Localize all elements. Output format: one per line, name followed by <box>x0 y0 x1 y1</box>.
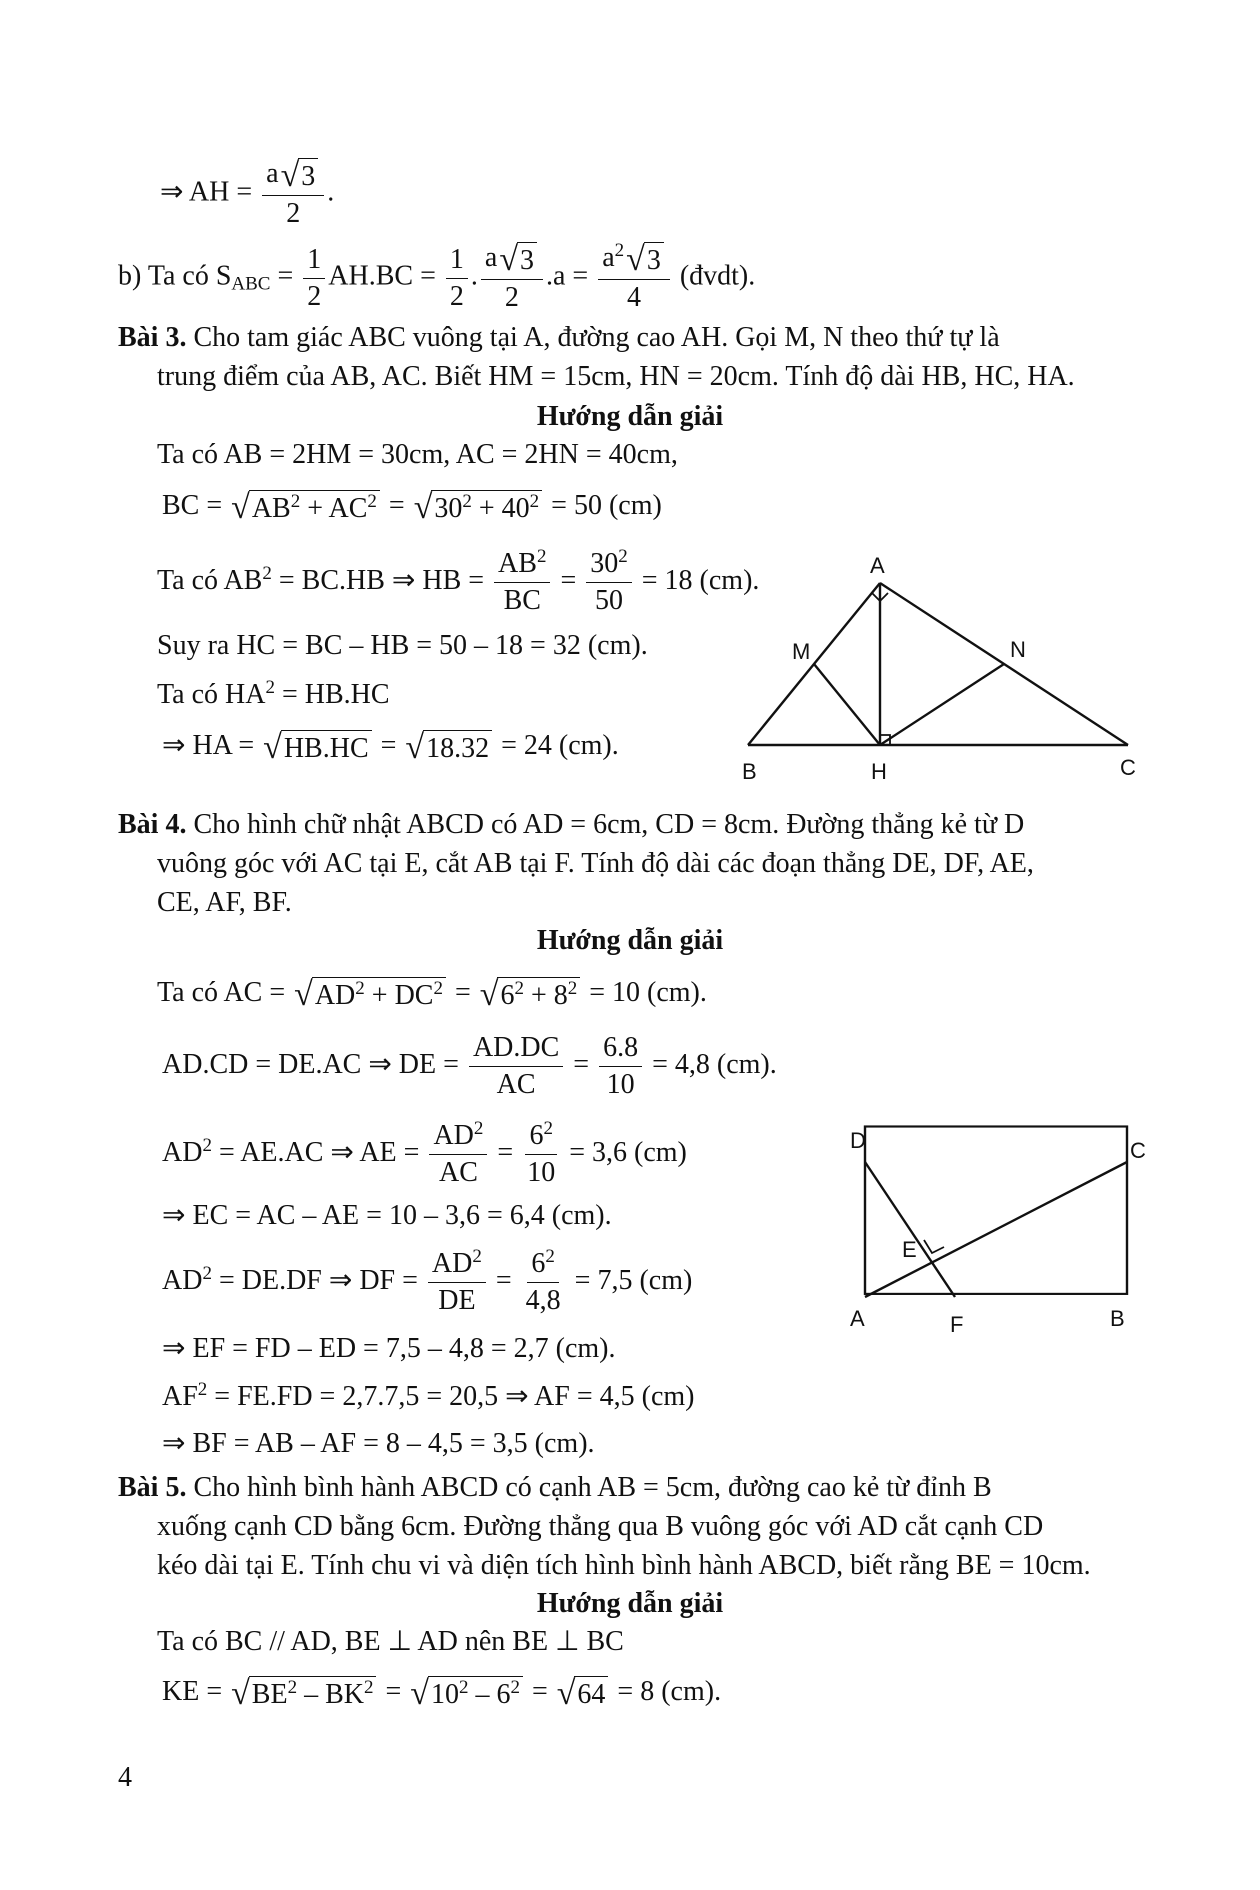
bai4-problem-line1: Bài 4. Cho hình chữ nhật ABCD có AD = 6cm, CD = 8cm. Đường thẳng kẻ từ D <box>118 809 1025 840</box>
bai4-problem-line2: vuông góc với AC tại E, cắt AB tại F. Tính độ dài các đoạn thẳng DE, DF, AE, <box>157 848 1034 879</box>
fig2-label-b: B <box>1110 1306 1125 1331</box>
bai3-step1: Ta có AB = 2HM = 30cm, AC = 2HN = 40cm, <box>157 439 678 470</box>
equation-area-abc: b) Ta có $S_{ABC}$ = $\frac{1}{2}$ AH.BC = $\frac{1}{2}$ . a √ 3 2 .a = $a^2$ √ 3 4 (đvdt). <box>118 240 756 314</box>
page-number: 4 <box>118 1762 132 1793</box>
bai4-step3: $AD^2 = AE.AC$ ⇒ AE = $\frac{AD^2}{AC}$ = $\frac{6^2}{10}$ = 3,6 (cm) <box>162 1118 687 1189</box>
bai3-solution-heading: Hướng dẫn giải <box>536 401 724 432</box>
bai3-label: Bài 3. <box>118 322 187 353</box>
bai3-step6: ⇒ HA = √ HB.HC = √ 18.32 = 24 (cm). <box>162 729 619 767</box>
bai3-step3: Ta có $AB^2 = BC.HB$ ⇒ HB = $\frac{AB^2}{BC}$ = $\frac{30^2}{50}$ = 18 (cm). <box>157 546 760 617</box>
bai4-step1: Ta có AC = √ $AD^2 + DC^2$ = √ $6^2 + 8^2$ = 10 (cm). <box>157 976 707 1014</box>
bai4-label: Bài 4. <box>118 809 187 840</box>
bai4-step7: $AF^2 = FE.FD = 2,7.7,5 = 20,5$ ⇒ AF = 4,5 (cm) <box>162 1379 695 1412</box>
fig1-label-c: C <box>1120 755 1136 780</box>
fig2-label-e: E <box>902 1237 917 1262</box>
bai4-step5: $AD^2 = DE.DF$ ⇒ DF = $\frac{AD^2}{DE}$ = $\frac{6^2}{4,8}$ = 7,5 (cm) <box>162 1246 693 1317</box>
bai5-step1: Ta có BC // AD, BE ⊥ AD nên BE ⊥ BC <box>157 1626 624 1657</box>
bai4-problem-line3: CE, AF, BF. <box>157 887 292 918</box>
bai4-step2: AD.CD = DE.AC ⇒ DE = $\frac{AD.DC}{AC}$ = $\frac{6.8}{10}$ = 4,8 (cm). <box>162 1032 777 1101</box>
bai5-problem-line3: kéo dài tại E. Tính chu vi và diện tích hình bình hành ABCD, biết rằng BE = 10cm. <box>157 1550 1091 1581</box>
bai5-problem-line1: Bài 5. Cho hình bình hành ABCD có cạnh AB = 5cm, đường cao kẻ từ đỉnh B <box>118 1472 992 1503</box>
bai4-step4: ⇒ EC = AC – AE = 10 – 3,6 = 6,4 (cm). <box>162 1200 612 1231</box>
bai3-step5: Ta có $HA^2 = HB.HC$ <box>157 677 390 710</box>
bai3-step4: Suy ra HC = BC – HB = 50 – 18 = 32 (cm). <box>157 630 648 661</box>
figure-triangle-abc <box>720 545 1160 790</box>
fig2-label-d: D <box>850 1128 866 1153</box>
fig2-label-a: A <box>850 1306 865 1331</box>
equation-ah: ⇒ AH = a √ 3 2 . <box>160 157 335 230</box>
fig2-label-c: C <box>1130 1138 1146 1163</box>
bai5-problem-line2: xuống cạnh CD bằng 6cm. Đường thẳng qua B vuông góc với AD cắt cạnh CD <box>157 1511 1044 1542</box>
bai5-step2: KE = √ $BE^2 - BK^2$ = √ $10^2 - 6^2$ = √ 64 = 8 (cm). <box>162 1675 722 1713</box>
bai3-step2: BC = √ $AB^2 + AC^2$ = √ $30^2 + 40^2$ = 50 (cm) <box>162 489 662 527</box>
fig1-label-h: H <box>871 759 887 784</box>
bai4-step6: ⇒ EF = FD – ED = 7,5 – 4,8 = 2,7 (cm). <box>162 1333 616 1364</box>
bai5-solution-heading: Hướng dẫn giải <box>536 1588 724 1619</box>
fig2-label-f: F <box>950 1312 964 1337</box>
bai3-problem-line2: trung điểm của AB, AC. Biết HM = 15cm, HN = 20cm. Tính độ dài HB, HC, HA. <box>157 361 1075 392</box>
fig1-label-n: N <box>1010 637 1026 662</box>
bai4-solution-heading: Hướng dẫn giải <box>536 925 724 956</box>
bai3-problem-line1: Bài 3. Cho tam giác ABC vuông tại A, đường cao AH. Gọi M, N theo thứ tự là <box>118 322 1000 353</box>
fig1-label-b: B <box>742 759 757 784</box>
figure-rectangle-abcd <box>840 1120 1150 1340</box>
fig1-label-a: A <box>870 553 885 578</box>
bai4-step8: ⇒ BF = AB – AF = 8 – 4,5 = 3,5 (cm). <box>162 1428 595 1459</box>
fig1-label-m: M <box>792 639 811 664</box>
bai5-label: Bài 5. <box>118 1472 187 1503</box>
